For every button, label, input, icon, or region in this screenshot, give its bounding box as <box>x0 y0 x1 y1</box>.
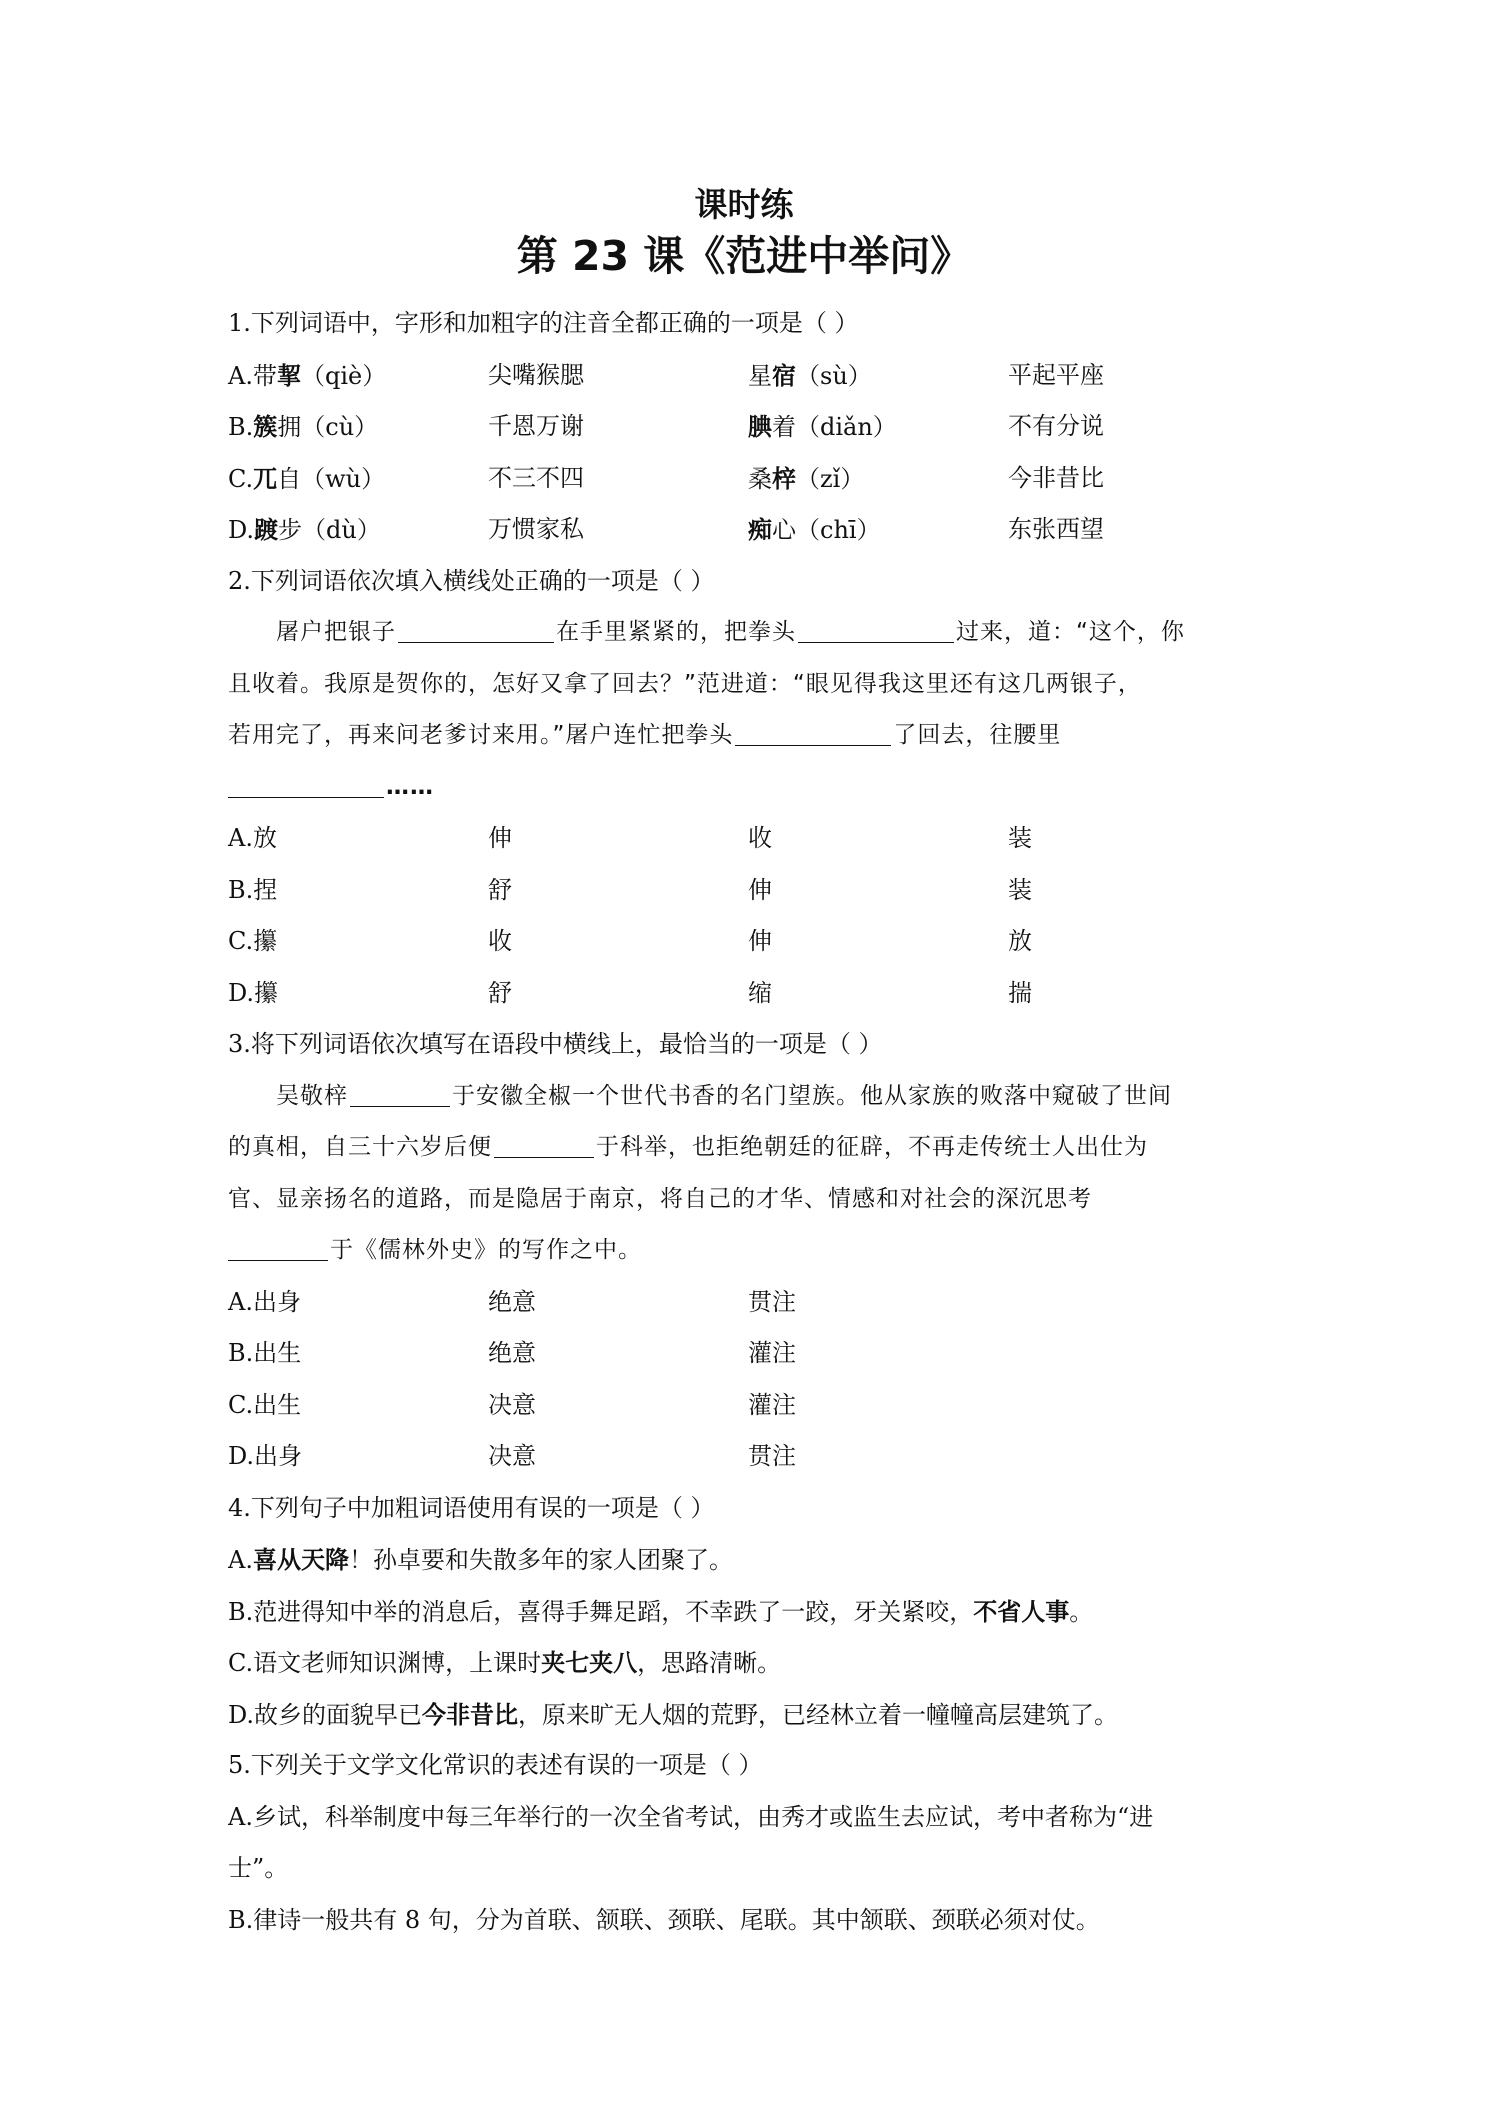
q2-option-d: D.攥 舒 缩 揣 <box>228 978 1032 1007</box>
bold-phrase: 夹七夹八 <box>541 1648 638 1677</box>
q4-option-d: D.故乡的面貌早已今非昔比，原来旷无人烟的荒野，已经林立着一幢幢高层建筑了。 <box>228 1699 1119 1729</box>
q1-stem: 1.下列词语中，字形和加粗字的注音全都正确的一项是（ ） <box>228 309 859 337</box>
q1-option-d: D.踱步（dù） 万惯家私 痴心（chī） 东张西望 <box>228 515 1104 544</box>
q1-option-b: B.簇拥（cù） 千恩万谢 腆着（diǎn） 不有分说 <box>228 412 1104 441</box>
fill-blank[interactable] <box>350 1076 450 1107</box>
q2-passage-line-2: 且收着。我原是贺你的，怎好又拿了回去？”范进道：“眼见得我这里还有这几两银子， <box>228 670 1142 697</box>
bold-char: 簇 <box>253 412 278 441</box>
q3-stem: 3.将下列词语依次填写在语段中横线上，最恰当的一项是（ ） <box>228 1030 883 1058</box>
q3-option-a: A.出身 绝意 贯注 <box>228 1287 796 1316</box>
q4-option-c: C.语文老师知识渊博，上课时夹七夹八，思路清晰。 <box>228 1648 782 1677</box>
q4-stem: 4.下列句子中加粗词语使用有误的一项是（ ） <box>228 1493 715 1522</box>
q4-option-a: A.喜从天降！孙卓要和失散多年的家人团聚了。 <box>228 1545 733 1574</box>
q3-passage-line-3: 官、显亲扬名的道路，而是隐居于南京，将自己的才华、情感和对社会的深沉思考 <box>228 1185 1092 1212</box>
fill-blank[interactable] <box>398 612 554 643</box>
q2-option-a: A.放 伸 收 装 <box>228 824 1032 852</box>
fill-blank[interactable] <box>494 1127 594 1158</box>
fill-blank[interactable] <box>735 715 891 746</box>
q3-option-c: C.出生 决意 灌注 <box>228 1390 796 1419</box>
q3-passage-line-2: 的真相，自三十六岁后便 于科举，也拒绝朝廷的征辟，不再走传统士人出仕为 <box>228 1122 1264 1174</box>
q3-passage-line-1: 吴敬梓 于安徽全椒一个世代书香的名门望族。他从家族的败落中窥破了世间 <box>228 1071 1264 1123</box>
q2-passage-line-4: …… <box>228 762 1264 814</box>
bold-char: 痴 <box>748 515 772 544</box>
q5-option-a-line-1: A.乡试，科举制度中每三年举行的一次全省考试，由秀才或监生去应试，考中者称为“进 <box>228 1802 1154 1831</box>
q2-passage-line-1: 屠户把银子 在手里紧紧的，把拳头 过来，道：“这个，你 <box>228 607 1264 659</box>
worksheet-content <box>228 298 1264 1946</box>
q5-option-b: B.律诗一般共有 8 句，分为首联、颔联、颈联、尾联。其中颔联、颈联必须对仗。 <box>228 1905 1100 1934</box>
q4-option-b: B.范进得知中举的消息后，喜得手舞足蹈，不幸跌了一跤，牙关紧咬，不省人事。 <box>228 1596 1094 1626</box>
q3-option-b: B.出生 绝意 灌注 <box>228 1339 796 1367</box>
fill-blank[interactable] <box>228 1230 328 1261</box>
bold-phrase: 今非昔比 <box>422 1699 519 1729</box>
q2-stem: 2.下列词语依次填入横线处正确的一项是（ ） <box>228 566 715 595</box>
bold-char: 兀 <box>253 463 278 493</box>
bold-char: 宿 <box>772 360 796 390</box>
q5-option-a-line-2: 士”。 <box>228 1854 289 1882</box>
q1-option-a: A.带挈（qiè） 尖嘴猴腮 星宿（sù） 平起平座 <box>228 360 1104 390</box>
fill-blank[interactable] <box>228 767 384 798</box>
q2-passage-line-3: 若用完了，再来问老爹讨来用。”屠户连忙把拳头 了回去，往腰里 <box>228 710 1264 762</box>
q2-option-c: C.攥 收 伸 放 <box>228 927 1032 955</box>
q1-option-c: C.兀自（wù） 不三不四 桑梓（zǐ） 今非昔比 <box>228 463 1104 493</box>
q3-passage-line-4: 于《儒林外史》的写作之中。 <box>228 1225 1264 1277</box>
fill-blank[interactable] <box>798 612 954 643</box>
q3-option-d: D.出身 决意 贯注 <box>228 1442 796 1470</box>
bold-phrase: 喜从天降 <box>252 1545 349 1574</box>
bold-char: 挈 <box>276 360 301 390</box>
bold-char: 踱 <box>254 515 279 544</box>
q5-stem: 5.下列关于文学文化常识的表述有误的一项是（ ） <box>228 1751 763 1779</box>
page-title: 课时练 <box>694 185 794 224</box>
bold-char: 梓 <box>772 463 796 493</box>
q2-option-b: B.捏 舒 伸 装 <box>228 875 1032 904</box>
bold-phrase: 不省人事 <box>973 1596 1070 1626</box>
bold-char: 腆 <box>748 412 772 441</box>
lesson-title: 第 23 课《范进中举问》 <box>516 232 972 280</box>
